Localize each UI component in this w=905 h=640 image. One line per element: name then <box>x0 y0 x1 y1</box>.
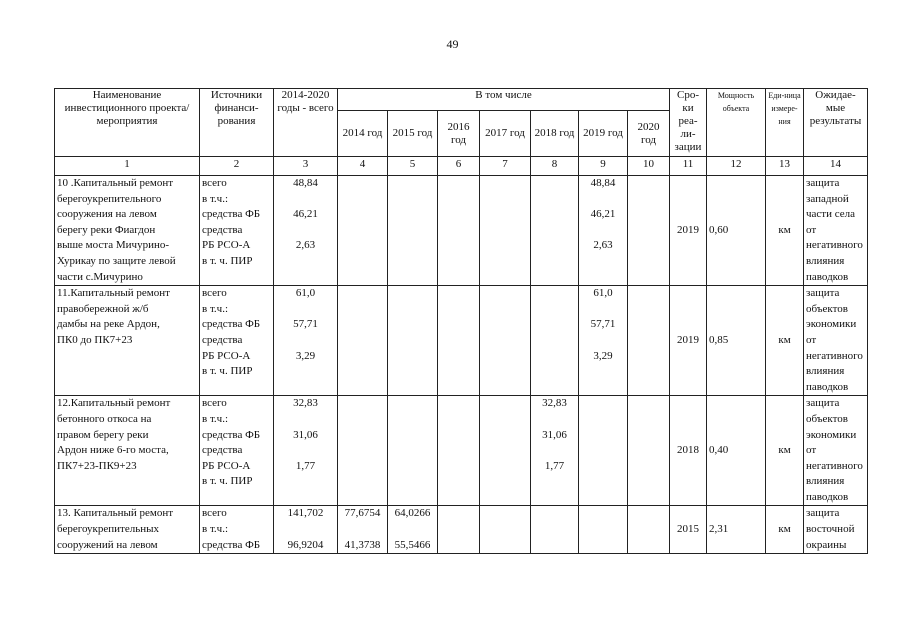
header-year-2014: 2014 год <box>338 111 388 157</box>
cell-line: окраины <box>806 538 847 551</box>
year-2018-cell <box>531 286 579 396</box>
cell-line: объектов <box>806 302 848 315</box>
cell-line <box>276 223 335 239</box>
cell-line: РБ РСО-А <box>202 349 251 362</box>
cell-line <box>57 349 197 365</box>
cell-line: 2,63 <box>593 239 613 252</box>
cell-line: 57,71 <box>293 318 318 331</box>
cell-line: всего <box>202 507 227 520</box>
cell-line: ПК7+23-ПК9+23 <box>57 459 137 472</box>
header-including: В том числе <box>338 89 670 111</box>
cell-line: средства ФБ <box>202 318 261 331</box>
table-row <box>55 396 868 506</box>
cell-line: правобережной ж/б <box>57 302 149 315</box>
cell-line: негативного <box>806 349 863 362</box>
column-number-9: 9 <box>579 157 628 176</box>
cell-line: 13. Капитальный ремонт <box>57 507 174 520</box>
cell-line <box>276 522 335 538</box>
cell-line: 46,21 <box>590 208 616 221</box>
year-2020-cell <box>628 176 670 286</box>
year-2019-cell <box>579 506 628 554</box>
cell-line: ПК0 до ПК7+23 <box>57 333 133 346</box>
total-cell <box>274 176 338 286</box>
cell-line: защита <box>806 397 840 410</box>
column-number-6: 6 <box>438 157 480 176</box>
unit-cell: км <box>766 506 804 554</box>
header-capacity: Мощность объекта <box>707 89 766 157</box>
header-total: 2014-2020 годы - всего <box>274 89 338 157</box>
cell-line: западной <box>806 192 849 205</box>
cell-line: 46,21 <box>293 208 318 221</box>
funding-source-cell <box>200 506 274 554</box>
header-year-2015: 2015 год <box>388 111 438 157</box>
cell-line <box>276 364 335 380</box>
cell-line <box>276 490 335 506</box>
cell-line: всего <box>202 397 227 410</box>
cell-line: 48,84 <box>293 177 318 189</box>
cell-line: защита <box>806 177 840 189</box>
cell-line: объектов <box>806 412 848 425</box>
cell-line <box>533 443 576 459</box>
unit-cell: км <box>766 396 804 506</box>
cell-line <box>57 490 197 506</box>
column-number-5: 5 <box>388 157 438 176</box>
cell-line <box>276 270 335 286</box>
header-name: Наименование инвестиционного проекта/мероприятия <box>55 89 200 157</box>
cell-line: 55,5466 <box>394 538 431 551</box>
cell-line: 1,77 <box>295 459 316 472</box>
unit-cell: км <box>766 286 804 396</box>
column-number-13: 13 <box>766 157 804 176</box>
year-2015-cell <box>388 506 438 554</box>
cell-line: РБ РСО-А <box>202 239 251 252</box>
cell-line: берегоукрепительного <box>57 192 162 205</box>
year-2020-cell <box>628 506 670 554</box>
unit-cell: км <box>766 176 804 286</box>
cell-line: влияния <box>806 475 845 488</box>
cell-line: 64,0266 <box>394 507 431 520</box>
header-year-2019: 2019 год <box>579 111 628 157</box>
cell-line: в т.ч.: <box>202 192 229 205</box>
cell-line: 77,6754 <box>344 507 381 520</box>
term-cell: 2019 <box>670 286 707 396</box>
cell-line: защита <box>806 287 840 300</box>
cell-line: 61,0 <box>295 287 316 300</box>
cell-line <box>533 412 576 428</box>
cell-line <box>276 412 335 428</box>
year-2014-cell <box>338 286 388 396</box>
term-cell: 2015 <box>670 506 707 554</box>
year-2020-cell <box>628 396 670 506</box>
cell-line: всего <box>202 177 227 189</box>
cell-line: от <box>806 333 817 346</box>
column-number-11: 11 <box>670 157 707 176</box>
cell-line <box>533 490 576 506</box>
cell-line <box>276 474 335 490</box>
cell-line: выше моста Мичурино- <box>57 239 170 252</box>
expected-result-cell <box>804 506 868 554</box>
cell-line: 32,83 <box>542 397 567 410</box>
cell-line: в т.ч.: <box>202 302 229 315</box>
cell-line: паводков <box>806 490 849 503</box>
project-name-cell <box>55 286 200 396</box>
year-2017-cell <box>480 286 531 396</box>
cell-line: 96,9204 <box>287 538 324 551</box>
year-2016-cell <box>438 396 480 506</box>
cell-line: 2,63 <box>295 239 316 252</box>
cell-line: правом берегу реки <box>57 428 149 441</box>
year-2017-cell <box>480 506 531 554</box>
cell-line: защита <box>806 507 840 520</box>
column-number-14: 14 <box>804 157 868 176</box>
cell-line: РБ РСО-А <box>202 459 251 472</box>
cell-line: негативного <box>806 459 863 472</box>
cell-line: части с.Мичурино <box>57 270 143 283</box>
cell-line <box>57 380 197 396</box>
header-results: Ожидае-мые результаты <box>804 89 868 157</box>
cell-line: 31,06 <box>542 428 567 441</box>
column-number-12: 12 <box>707 157 766 176</box>
year-2018-cell <box>531 506 579 554</box>
year-2014-cell <box>338 396 388 506</box>
year-2016-cell <box>438 286 480 396</box>
cell-line: в т. ч. ПИР <box>202 365 253 378</box>
cell-line <box>390 522 435 538</box>
cell-line: средства <box>202 223 243 236</box>
cell-line: сооружений на левом <box>57 538 158 551</box>
expected-result-cell <box>804 396 868 506</box>
cell-line <box>340 522 385 538</box>
year-2016-cell <box>438 506 480 554</box>
cell-line: Ардон ниже 6-го моста, <box>57 444 169 457</box>
capacity-cell: 0,60 <box>707 176 766 286</box>
cell-line: в т. ч. ПИР <box>202 254 253 267</box>
cell-line: в т.ч.: <box>202 412 229 425</box>
year-2017-cell <box>480 396 531 506</box>
year-2018-cell <box>531 176 579 286</box>
capacity-cell: 2,31 <box>707 506 766 554</box>
cell-line: средства ФБ <box>202 428 261 441</box>
cell-line: 11.Капитальный ремонт <box>57 287 170 300</box>
cell-line <box>57 364 197 380</box>
cell-line: 12.Капитальный ремонт <box>57 397 171 410</box>
term-cell: 2018 <box>670 396 707 506</box>
header-sources: Источники финанси-рования <box>200 89 274 157</box>
cell-line: 48,84 <box>590 177 616 189</box>
year-2019-cell <box>579 286 628 396</box>
header-unit: Еди-ница измере-ния <box>766 89 804 157</box>
column-number-2: 2 <box>200 157 274 176</box>
year-2017-cell <box>480 176 531 286</box>
cell-line: от <box>806 223 817 236</box>
cell-line <box>581 380 625 396</box>
cell-line <box>581 270 625 286</box>
cell-line: в т.ч.: <box>202 523 229 536</box>
header-year-2018: 2018 год <box>531 111 579 157</box>
total-cell <box>274 506 338 554</box>
year-2020-cell <box>628 286 670 396</box>
cell-line: Хурикау по защите левой <box>57 254 176 267</box>
cell-line <box>202 490 271 506</box>
table-row <box>55 286 868 396</box>
cell-line <box>276 192 335 208</box>
cell-line: влияния <box>806 254 845 267</box>
header-year-2017: 2017 год <box>480 111 531 157</box>
cell-line: 57,71 <box>590 318 616 331</box>
year-2015-cell <box>388 286 438 396</box>
cell-line <box>581 364 625 380</box>
cell-line: берегоукрепительных <box>57 523 160 536</box>
cell-line: берегу реки Фиагдон <box>57 223 156 236</box>
cell-line: негативного <box>806 239 863 252</box>
cell-line: экономики <box>806 428 857 441</box>
cell-line <box>57 474 197 490</box>
year-2019-cell <box>579 396 628 506</box>
column-number-3: 3 <box>274 157 338 176</box>
column-number-1: 1 <box>55 157 200 176</box>
cell-line: 141,702 <box>287 507 324 520</box>
cell-line: 32,83 <box>293 397 318 410</box>
table-row <box>55 506 868 554</box>
cell-line: от <box>806 444 817 457</box>
year-2016-cell <box>438 176 480 286</box>
total-cell <box>274 286 338 396</box>
cell-line <box>581 192 625 208</box>
cell-line <box>276 254 335 270</box>
cell-line: средства <box>202 444 243 457</box>
cell-line: экономики <box>806 318 857 331</box>
cell-line: дамбы на реке Ардон, <box>57 318 160 331</box>
project-name-cell <box>55 396 200 506</box>
funding-source-cell <box>200 286 274 396</box>
year-2015-cell <box>388 396 438 506</box>
column-number-10: 10 <box>628 157 670 176</box>
header-terms: Сро-ки реа-ли-зации <box>670 89 707 157</box>
year-2019-cell <box>579 176 628 286</box>
cell-line: средства <box>202 333 243 346</box>
funding-source-cell <box>200 176 274 286</box>
cell-line: средства ФБ <box>202 208 261 221</box>
cell-line: 61,0 <box>593 287 613 300</box>
total-cell <box>274 396 338 506</box>
year-2015-cell <box>388 176 438 286</box>
year-2018-cell <box>531 396 579 506</box>
cell-line: части села <box>806 208 856 221</box>
cell-line: 3,29 <box>593 349 613 362</box>
page-number: 49 <box>446 37 459 51</box>
cell-line <box>533 474 576 490</box>
cell-line <box>202 380 271 396</box>
year-2014-cell <box>338 506 388 554</box>
capacity-cell: 0,40 <box>707 396 766 506</box>
year-2014-cell <box>338 176 388 286</box>
cell-line <box>581 223 625 239</box>
cell-line <box>202 270 271 286</box>
project-name-cell <box>55 506 200 554</box>
cell-line: всего <box>202 287 227 300</box>
header-year-2020: 2020 год <box>628 111 670 157</box>
cell-line: паводков <box>806 270 849 283</box>
cell-line <box>276 302 335 318</box>
cell-line: 1,77 <box>544 459 565 472</box>
project-name-cell <box>55 176 200 286</box>
cell-line: бетонного откоса на <box>57 412 152 425</box>
cell-line: восточной <box>806 523 855 536</box>
cell-line <box>276 380 335 396</box>
cell-line: 10 .Капитальный ремонт <box>57 177 174 189</box>
investment-table <box>54 88 868 554</box>
cell-line: сооружения на левом <box>57 208 157 221</box>
cell-line: 41,3738 <box>344 538 381 551</box>
header-year-2016: 2016 год <box>438 111 480 157</box>
column-number-4: 4 <box>338 157 388 176</box>
expected-result-cell <box>804 286 868 396</box>
column-number-7: 7 <box>480 157 531 176</box>
cell-line: в т. ч. ПИР <box>202 475 253 488</box>
column-number-8: 8 <box>531 157 579 176</box>
cell-line: паводков <box>806 380 849 393</box>
capacity-cell: 0,85 <box>707 286 766 396</box>
cell-line <box>276 443 335 459</box>
table-row <box>55 176 868 286</box>
cell-line <box>276 333 335 349</box>
cell-line: 31,06 <box>293 428 318 441</box>
term-cell: 2019 <box>670 176 707 286</box>
cell-line <box>581 254 625 270</box>
cell-line: влияния <box>806 365 845 378</box>
expected-result-cell <box>804 176 868 286</box>
cell-line: 3,29 <box>295 349 316 362</box>
cell-line <box>581 333 625 349</box>
funding-source-cell <box>200 396 274 506</box>
cell-line <box>581 302 625 318</box>
cell-line: средства ФБ <box>202 538 261 551</box>
column-number-row <box>55 157 868 176</box>
